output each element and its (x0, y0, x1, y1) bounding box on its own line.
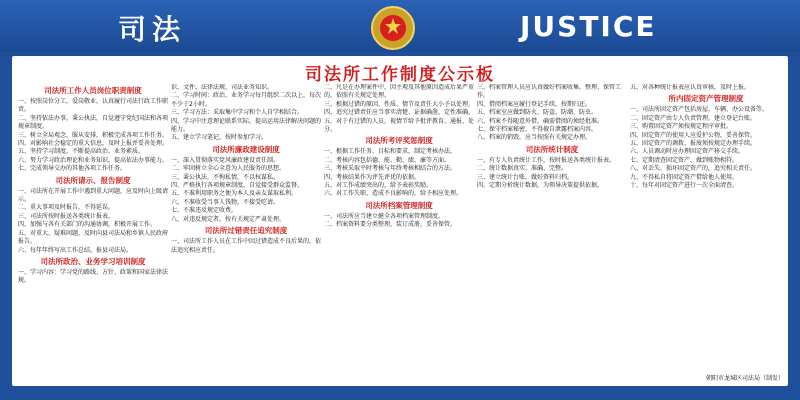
rule-paragraph: 六、档案不得随意外借，确需借阅的须经批准。 (477, 117, 604, 125)
rule-paragraph: 四、加强与各有关部门的沟通协调，积极开展工作。 (18, 221, 157, 229)
rule-paragraph: 二、牢固树立全心全意为人民服务的思想。 (171, 165, 286, 173)
rule-paragraph: 三、学习方法：采取集中学习和个人自学相结合。 (171, 109, 304, 117)
rule-paragraph: 二、统计数据真实、准确、完整。 (477, 165, 568, 173)
rule-paragraph: 三、购置固定资产须按规定程序审批。 (630, 123, 733, 131)
rule-paragraph: 三、根据过错的原因、性质、情节及责任大小予以处理。 (324, 100, 474, 108)
section-title: 司法所统计制度 (525, 144, 579, 154)
rule-paragraph: 二、凡是在办理案件中，因主观及其他原因造成后果严重的，依照有关规定处理。 (324, 84, 474, 100)
rule-paragraph: 六、不准收受当事人钱物，不接受吃请。 (171, 198, 280, 206)
rule-paragraph: 七、不准违反规定收费。 (171, 207, 238, 215)
rule-paragraph: 七、保守档案秘密，不得擅自泄露档案内容。 (477, 126, 598, 134)
header-right-title: JUSTICE (520, 10, 657, 43)
section-title: 司法所工作人员岗位职责制度 (44, 86, 142, 95)
rule-paragraph: 四、严格执行各项规章制度，自觉接受群众监督。 (171, 182, 304, 190)
rule-paragraph: 六、每年年终写出工作总结，报县司法局。 (18, 246, 133, 254)
rule-paragraph: 一、司法所工作人员在工作中因过错造成不良后果的，依法追究相应责任。 (171, 238, 321, 254)
rule-paragraph: 五、对工作成绩突出的，给予表彰奖励。 (324, 182, 433, 190)
rule-paragraph: 四、学习中注意理论联系实际，提高运用法律解决问题的能力。 (171, 117, 321, 134)
issuer-signature: 朝阳市龙城区司法局（制发） (705, 375, 784, 382)
rule-paragraph: 三、秉公执法，不徇私情，不以权谋私。 (171, 173, 280, 181)
column-5 (630, 84, 782, 378)
rule-paragraph: 一、司法所应当建立健全各项档案管理制度。 (324, 212, 445, 220)
rule-paragraph: 六、对工作失职、造成不良影响的，给予相应处理。 (324, 190, 463, 198)
rule-paragraph: 二、固定资产由专人负责管理，建立登记台账。 (630, 114, 757, 122)
column-4 (477, 84, 627, 378)
rule-paragraph: 二、考核内容包括德、能、勤、绩、廉等方面。 (324, 156, 451, 164)
rule-paragraph: 七、定期清查固定资产，做到账物相符。 (630, 156, 739, 164)
rule-paragraph: 二、重大事项及时报告，不得延误。 (18, 204, 115, 212)
section-title: 司法所档案管理制度 (365, 200, 433, 210)
rule-paragraph: 二、坚持依法办事，秉公执法，自觉遵守党纪国法和各项规章制度。 (18, 114, 168, 131)
rule-paragraph: 一、司法所在开展工作中遇到重大问题，应及时向上级请示。 (18, 187, 168, 204)
column-3 (324, 84, 474, 378)
rule-paragraph: 一、深入贯彻落实党风廉政建设责任制。 (171, 156, 280, 164)
rule-paragraph: 三、建立统计台账，做好资料归档。 (477, 173, 574, 181)
column-1 (18, 84, 168, 378)
rule-paragraph: 三、考核采取平时考核与年终考核相结合的方法。 (324, 165, 457, 173)
national-emblem-icon (371, 6, 415, 50)
rule-paragraph: 五、档案室应做到防火、防盗、防潮、防虫。 (477, 109, 598, 117)
rule-paragraph: 三、档案管理人员应认真做好档案收集、整理、保管工作。 (477, 84, 622, 100)
rule-paragraph: 二、档案资料要分类整理，装订成册，妥善保管。 (324, 221, 457, 229)
rule-paragraph: 四、定期分析统计数据，为领导决策提供依据。 (477, 182, 604, 190)
rule-paragraph: 六、人员调动时应办理固定资产移交手续。 (630, 148, 745, 156)
section-title: 司法所政治、业务学习培训制度 (40, 256, 146, 266)
rule-paragraph: 三、树立全局观念，服从安排，积极完成各项工作任务。 (18, 131, 168, 139)
column-2 (171, 84, 321, 378)
rule-paragraph: 八、对丢失、损坏固定资产的，追究相关责任。 (630, 165, 757, 173)
rule-paragraph: 一、按照岗位分工，爱岗敬业，认真履行司法行政工作职责。 (18, 98, 168, 114)
rule-paragraph: 一、有专人负责统计工作，按时报送各类统计报表。 (477, 156, 616, 164)
rule-paragraph: 五、坚持学习制度，不断提高政治、业务素质。 (18, 148, 145, 156)
rule-paragraph: 五、固定资产的调拨、报废须按规定办理手续。 (630, 140, 757, 148)
rule-paragraph: 四、固定资产的使用人应爱护公物，妥善保管。 (630, 131, 757, 139)
rule-paragraph: 识、文件、法律法规、司法业务知识。 (171, 84, 274, 91)
rule-paragraph: 八、对违反规定者，按有关规定严肃处理。 (171, 215, 286, 223)
rule-paragraph: 七、完成领导交办的其他各项工作任务。 (18, 165, 127, 173)
section-title: 司法所过错责任追究制度 (204, 226, 288, 236)
rule-paragraph: 五、建立学习笔记，按时参加学习。 (171, 134, 268, 142)
section-title: 司法所廉政建设制度 (212, 144, 280, 154)
rule-paragraph: 一、学习内容：学习党的路线、方针、政策和国家法律法规。 (18, 268, 168, 285)
content-panel (12, 56, 788, 386)
rule-paragraph: 五、对各种统计报表应认真审核，及时上报。 (630, 84, 751, 91)
rule-paragraph: 六、努力学习政治理论和业务知识，提高依法办事能力。 (18, 156, 168, 164)
rule-paragraph: 九、不得私自将固定资产借给他人使用。 (630, 173, 739, 181)
rule-paragraph: 四、对影响社会稳定的重大信息，及时上报并妥善处理。 (18, 140, 168, 148)
section-title: 所内固定资产管理制度 (668, 94, 744, 104)
rule-paragraph: 一、司法所固定资产包括房屋、车辆、办公设备等。 (630, 106, 769, 114)
rule-paragraph: 五、不准利用职务之便为本人及亲友谋取私利。 (171, 190, 298, 198)
header-left-title: 司法 (118, 13, 187, 46)
rule-paragraph: 一、根据工作任务、目标和要求，制定考核办法。 (324, 148, 457, 156)
rule-paragraph: 八、档案的销毁，应当按照有关规定办理。 (477, 134, 592, 142)
section-title: 司法所考评奖惩制度 (365, 136, 433, 146)
rule-paragraph: 五、对重大、疑难问题，及时向县司法局和乡镇人民政府报告。 (18, 229, 168, 246)
section-title: 司法所请示、报告制度 (55, 175, 131, 185)
rule-paragraph: 四、借阅档案应履行登记手续，按期归还。 (477, 100, 592, 108)
rule-paragraph: 三、司法所按时报送各类统计报表。 (18, 212, 115, 220)
rule-paragraph: 五、对于有过错的人员，视情节给予批评教育、通报、处分。 (324, 117, 474, 134)
page-title: 司法所工作制度公示板 (305, 65, 495, 85)
header-banner (0, 0, 800, 52)
rule-paragraph: 四、追究过错责任应当事实清楚、证据确凿、定性准确。 (324, 109, 474, 117)
rule-paragraph: 四、考核结果作为评先评优的依据。 (324, 173, 421, 181)
rule-paragraph: 二、学习时间：政治、业务学习每月组织二次以上，每次不少于2小时。 (171, 92, 321, 108)
rule-paragraph: 十、每年对固定资产进行一次全面清查。 (630, 182, 739, 190)
